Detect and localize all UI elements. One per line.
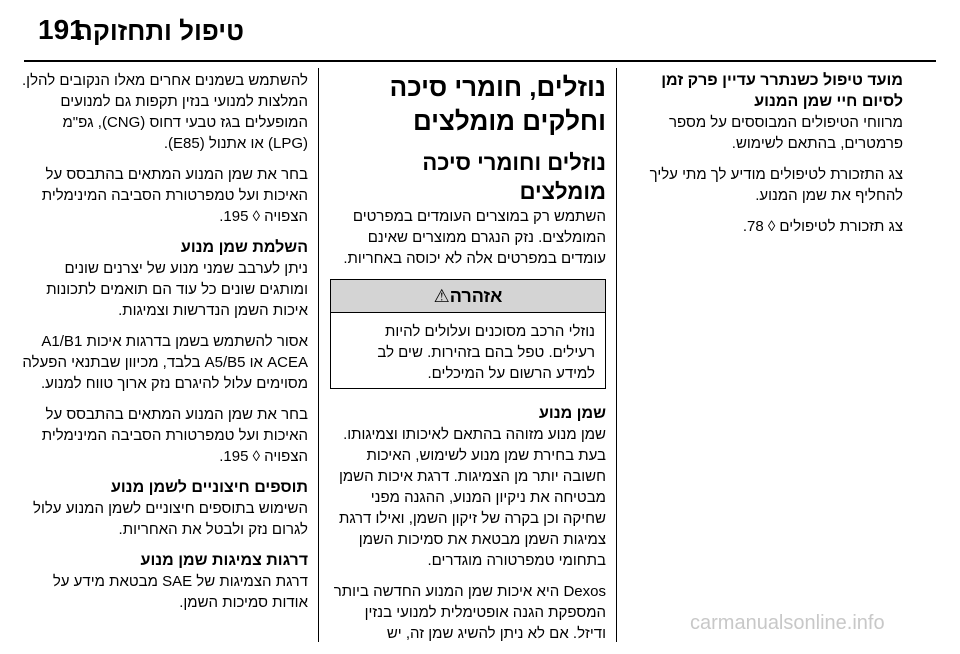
paragraph: השימוש בתוספים חיצוניים לשמן המנוע עלול לגרום נזק ולבטל את האחריות. (33, 500, 308, 538)
watermark: carmanualsonline.info (690, 612, 885, 634)
paragraph: בחר את שמן המנוע המתאים בהתבסס על האיכות ועל טמפרטורת הסביבה המינימלית הצפויה ◊ 195. (41, 406, 308, 465)
paragraph: להשתמש בשמנים אחרים מאלו הנקובים להלן. המלצות למנועי בנזין תקפות גם למנועים המופעלים בגז טבעי דחוס (CNG), גפ"מ (LPG) או אתנול (E85). (22, 72, 308, 152)
paragraph: Dexos היא איכות שמן המנוע החדשה ביותר המספקת הגנה אופטימלית למנועי בנזין ודיזל. אם לא ניתן להשיג שמן זה, יש (333, 583, 606, 642)
page-header (0, 0, 960, 58)
paragraph: ניתן לערבב שמני מנוע של יצרנים שונים ומותגים שונים כל עוד הם תואמים לתכונות איכות השמן הנדרשות וצמיגות. (46, 260, 308, 319)
service-timing-heading: מועד טיפול כשנתרר עדיין פרק זמן לסיום חיי שמן המנוע (661, 72, 903, 110)
page-number: 191 (38, 14, 85, 45)
warning-header (331, 280, 605, 313)
warning-box (330, 279, 606, 389)
paragraph: מרווחי הטיפולים המבוססים על מספר פרמטרים, בהתאם לשימוש. (668, 114, 903, 152)
paragraph: צג תזכורת לטיפולים ◊ 78. (742, 218, 903, 235)
fluids-subheading: נוזלים וחומרי סיכה מומלצים (422, 150, 606, 204)
column-right (625, 70, 903, 247)
column-divider (616, 68, 617, 642)
paragraph: אסור להשתמש בשמן בדרגות איכות A1/B1 ACEA או A5/B5 בלבד, מכיוון שבתנאי הפעלה מסוימים עלול להיגרם נזק ארוך טווח למנוע. (22, 333, 308, 392)
paragraph: שמן מנוע מזוהה בהתאם לאיכותו וצמיגותו. בעת בחירת שמן מנוע לשימוש, האיכות חשובה יותר מן הצמיגות. דרגת איכות השמן מבטיחה את ניקיון המנוע, ההגנה מפני שחיקה וכן בקרה של זיקון השמן, ואילו דרגת צמיגות השמן מבטאת את סמיכות השמן בתחומי טמפרטורה מוגדרים. (338, 426, 606, 569)
column-middle (330, 70, 606, 654)
column-left (22, 70, 308, 623)
paragraph: דרגת הצמיגות של SAE מבטאת מידע על אודות סמיכות השמן. (52, 573, 308, 611)
column-divider (318, 68, 319, 642)
topup-heading: השלמת שמן מנוע (180, 239, 308, 256)
paragraph: בחר את שמן המנוע המתאים בהתבסס על האיכות ועל טמפרטורת הסביבה המינימלית הצפויה ◊ 195. (41, 166, 308, 225)
additives-heading: תוספים חיצוניים לשמן מנוע (110, 479, 308, 496)
header-rule (24, 60, 936, 62)
intro-paragraph: השתמש רק במוצרים העומדים במפרטים המומלצים. נזק הנגרם ממוצרים שאינם עומדים במפרטים אלה לא יכוסה באחריות. (343, 208, 606, 267)
viscosity-heading: דרגות צמיגות שמן מנוע (140, 552, 308, 569)
section-title: טיפול ותחזוקה (75, 16, 244, 46)
warning-triangle-icon: ⚠ (433, 286, 450, 306)
engine-oil-heading: שמן מנוע (538, 405, 606, 422)
warning-title: אזהרה (449, 286, 503, 306)
paragraph: צג התזכורת לטיפולים מודיע לך מתי עליך להחליף את שמן המנוע. (649, 166, 903, 204)
fluids-heading: נוזלים, חומרי סיכה וחלקים מומלצים (389, 72, 606, 136)
warning-text: נוזלי הרכב מסוכנים ועלולים להיות רעילים. טפל בהם בזהירות. שים לב למידע הרשום על המיכלים. (377, 323, 595, 382)
